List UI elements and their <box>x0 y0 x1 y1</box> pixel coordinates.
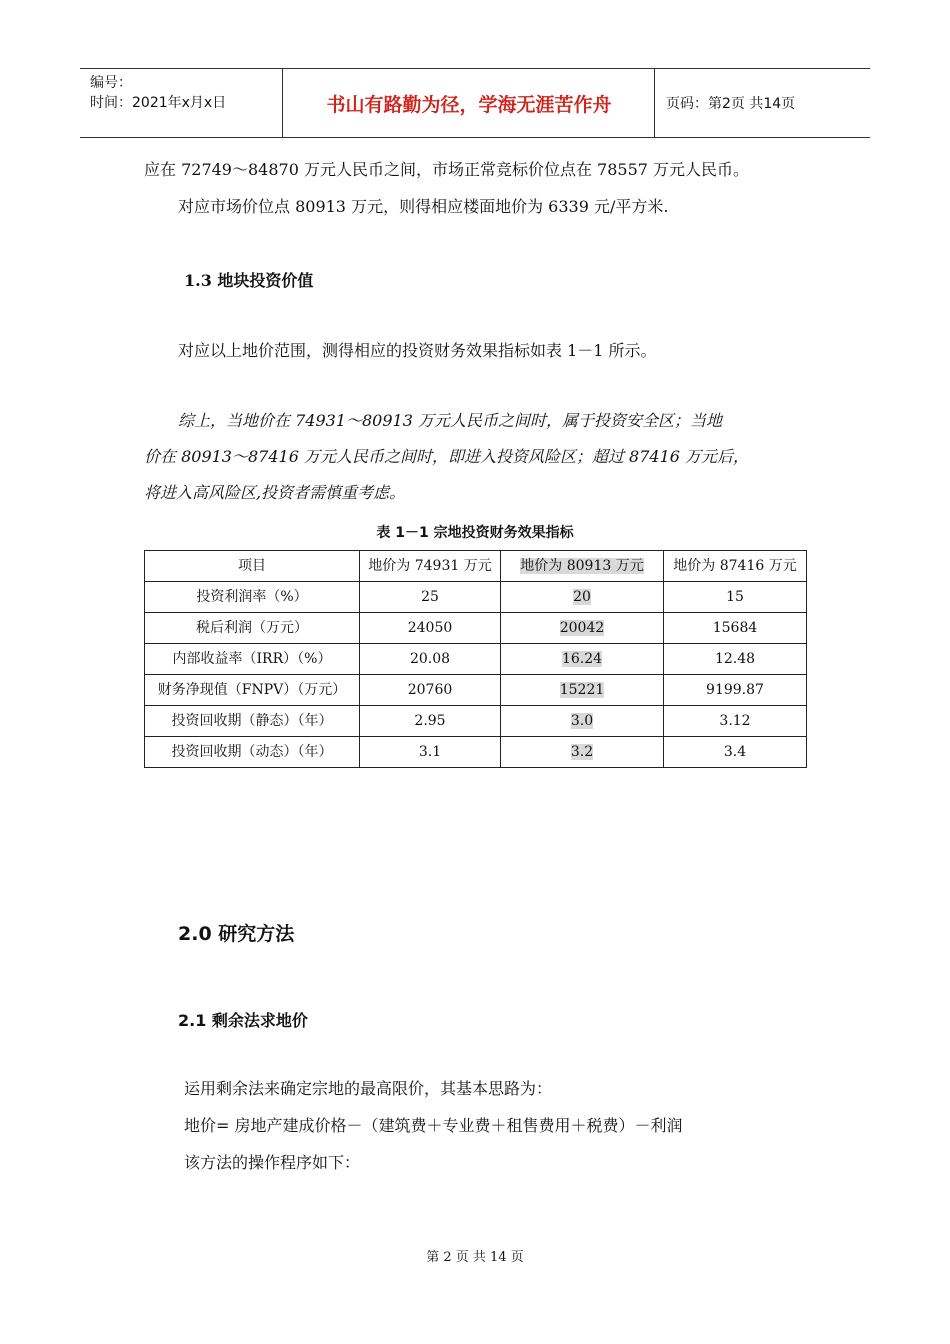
header-page-info: 页码：第2页 共14页 <box>666 96 796 112</box>
document-date: 时间：2021年x月x日 <box>90 95 227 111</box>
header-meta <box>90 73 226 113</box>
table-cell: 2.95 <box>360 706 501 737</box>
table-header-cell: 项目 <box>145 551 360 582</box>
section-heading-1-3: 1.3 地块投资价值 <box>184 271 314 290</box>
highlighted-text: 3.2 <box>570 744 594 760</box>
table-cell: 投资利润率（%） <box>145 582 360 613</box>
header-motto: 书山有路勤为径，学海无涯苦作舟 <box>326 93 612 116</box>
table-cell <box>501 706 664 737</box>
table-header-cell <box>501 551 664 582</box>
italic-summary-line-2: 价在 80913～87416 万元人民币之间时，即进入投资风险区；超过 87416 万元后， <box>144 447 750 466</box>
table-cell: 24050 <box>360 613 501 644</box>
table-header-cell: 地价为 87416 万元 <box>664 551 807 582</box>
page-header <box>80 68 870 138</box>
table-cell: 投资回收期（动态）（年） <box>145 737 360 768</box>
table-cell <box>501 582 664 613</box>
section-heading-2-0: 2.0 研究方法 <box>178 923 295 945</box>
table-cell: 15684 <box>664 613 807 644</box>
table-cell: 投资回收期（静态）（年） <box>145 706 360 737</box>
header-divider <box>282 69 283 137</box>
table-cell: 9199.87 <box>664 675 807 706</box>
highlighted-text: 15221 <box>559 682 605 698</box>
paragraph-floor-price: 对应市场价位点 80913 万元，则得相应楼面地价为 6339 元/平方米. <box>178 197 669 216</box>
table-cell <box>501 644 664 675</box>
highlighted-text: 20042 <box>559 620 605 636</box>
table-cell: 税后利润（万元） <box>145 613 360 644</box>
table-cell: 20.08 <box>360 644 501 675</box>
table-header-row <box>145 551 807 582</box>
paragraph-price-range: 应在 72749～84870 万元人民币之间，市场正常竞标价位点在 78557 万元人民币。 <box>144 160 750 179</box>
header-divider <box>654 69 655 137</box>
table-caption: 表 1－1 宗地投资财务效果指标 <box>376 525 574 541</box>
italic-summary-line-3: 将进入高风险区,投资者需慎重考虑。 <box>144 483 406 502</box>
table-row <box>145 737 807 768</box>
paragraph-procedure: 该方法的操作程序如下： <box>184 1153 361 1172</box>
highlighted-text: 3.0 <box>570 713 594 729</box>
document-number-label: 编号： <box>90 75 132 91</box>
table-cell: 15 <box>664 582 807 613</box>
table-row <box>145 613 807 644</box>
table-cell: 财务净现值（FNPV）（万元） <box>145 675 360 706</box>
page-footer: 第 2 页 共 14 页 <box>426 1250 524 1265</box>
table-cell <box>501 675 664 706</box>
table-cell: 3.12 <box>664 706 807 737</box>
paragraph-table-ref: 对应以上地价范围，测得相应的投资财务效果指标如表 1－1 所示。 <box>178 341 657 360</box>
table-row <box>145 675 807 706</box>
table-cell: 25 <box>360 582 501 613</box>
table-row <box>145 706 807 737</box>
table-cell: 20760 <box>360 675 501 706</box>
paragraph-residual-method: 运用剩余法来确定宗地的最高限价，其基本思路为： <box>184 1079 553 1098</box>
financial-indicators-table <box>144 550 807 768</box>
table-cell: 3.1 <box>360 737 501 768</box>
table-cell: 3.4 <box>664 737 807 768</box>
table-row <box>145 582 807 613</box>
highlighted-text: 20 <box>573 589 591 605</box>
table-cell <box>501 737 664 768</box>
table-cell: 内部收益率（IRR）（%） <box>145 644 360 675</box>
formula-land-price: 地价= 房地产建成价格－（建筑费＋专业费＋租售费用＋税费）－利润 <box>184 1116 683 1135</box>
table-header-cell: 地价为 74931 万元 <box>360 551 501 582</box>
table-cell <box>501 613 664 644</box>
italic-summary-line-1: 综上，当地价在 74931～80913 万元人民币之间时，属于投资安全区；当地 <box>178 411 722 430</box>
section-heading-2-1: 2.1 剩余法求地价 <box>178 1011 308 1030</box>
highlighted-text: 地价为 80913 万元 <box>520 558 644 574</box>
highlighted-text: 16.24 <box>561 651 603 667</box>
table-row <box>145 644 807 675</box>
table-cell: 12.48 <box>664 644 807 675</box>
